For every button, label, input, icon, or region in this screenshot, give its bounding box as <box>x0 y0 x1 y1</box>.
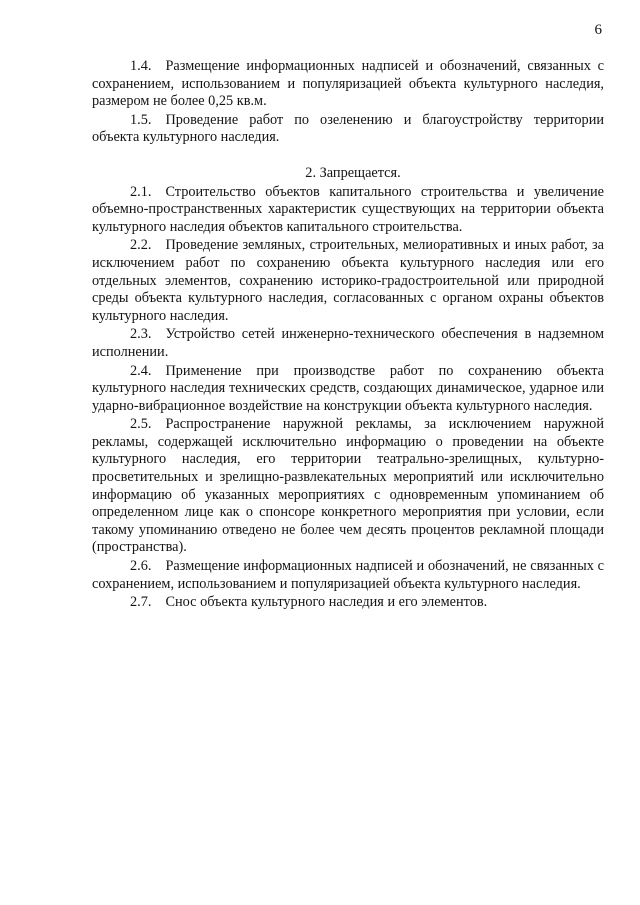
item-text: Устройство сетей инженерно-технического обеспечения в надземном исполнении. <box>92 326 604 360</box>
item-number: 1.5. <box>130 111 152 128</box>
item-number: 2.2. <box>130 237 152 254</box>
item-text: Снос объекта культурного наследия и его элементов. <box>165 594 488 611</box>
paragraph-2-1 <box>92 184 604 237</box>
page-number: 6 <box>594 22 602 38</box>
item-number: 2.4. <box>130 362 152 379</box>
item-text: Распространение наружной рекламы, за исключением наружной рекламы, содержащей исключительно информацию о проведении на объекте культурного наследия, его территории театрально-зрелищных, культурно-просветительных и зрелищно-развлекательных мероприятий или исключительно информацию об указанных мероприятиях с одновременным упоминанием об определенном лице как о спонсоре конкретного мероприятия при условии, если такому упоминанию отведено не более чем десять процентов рекламной площади (пространства). <box>92 416 604 556</box>
paragraph-1-5 <box>92 112 604 147</box>
section-title: 2. Запрещается. <box>305 164 401 181</box>
paragraph-2-3 <box>92 326 604 361</box>
paragraph-2-2 <box>92 237 604 325</box>
paragraph-2-7 <box>92 594 604 612</box>
item-text: Проведение земляных, строительных, мелиоративных и иных работ, за исключением работ по сохранению объекта культурного наследия или его отдельных элементов, сохранению историко-градостроительной или природной среды объекта культурного наследия, согласованных с органом охраны объектов культурного наследия. <box>92 237 604 324</box>
item-number: 1.4. <box>130 58 152 74</box>
document-body <box>92 58 604 613</box>
paragraph-2-4 <box>92 363 604 416</box>
item-number: 2.1. <box>130 183 152 200</box>
item-number: 2.7. <box>130 594 152 611</box>
item-number: 2.5. <box>130 416 152 433</box>
item-number: 2.6. <box>130 558 152 575</box>
item-number: 2.3. <box>130 326 152 343</box>
item-text: Применение при производстве работ по сохранению объекта культурного наследия технических средств, создающих динамическое, ударное или ударно-вибрационное воздействие на конструкции объекта культурного наследия. <box>92 362 604 414</box>
item-text: Размещение информационных надписей и обозначений, связанных с сохранением, использованием и популяризацией объекта культурного наследия, размером не более 0,25 кв.м. <box>92 58 604 110</box>
item-text: Проведение работ по озеленению и благоустройству территории объекта культурного наследия. <box>92 111 604 146</box>
item-text: Размещение информационных надписей и обозначений, не связанных с сохранением, использованием и популяризацией объекта культурного наследия. <box>92 558 604 592</box>
paragraph-2-5 <box>92 416 604 557</box>
paragraph-2-6 <box>92 558 604 593</box>
paragraph-1-4 <box>92 58 604 111</box>
item-text: Строительство объектов капитального строительства и увеличение объемно-пространственных характеристик существующих на территории объекта культурного наследия объектов капитального строительства. <box>92 183 604 235</box>
